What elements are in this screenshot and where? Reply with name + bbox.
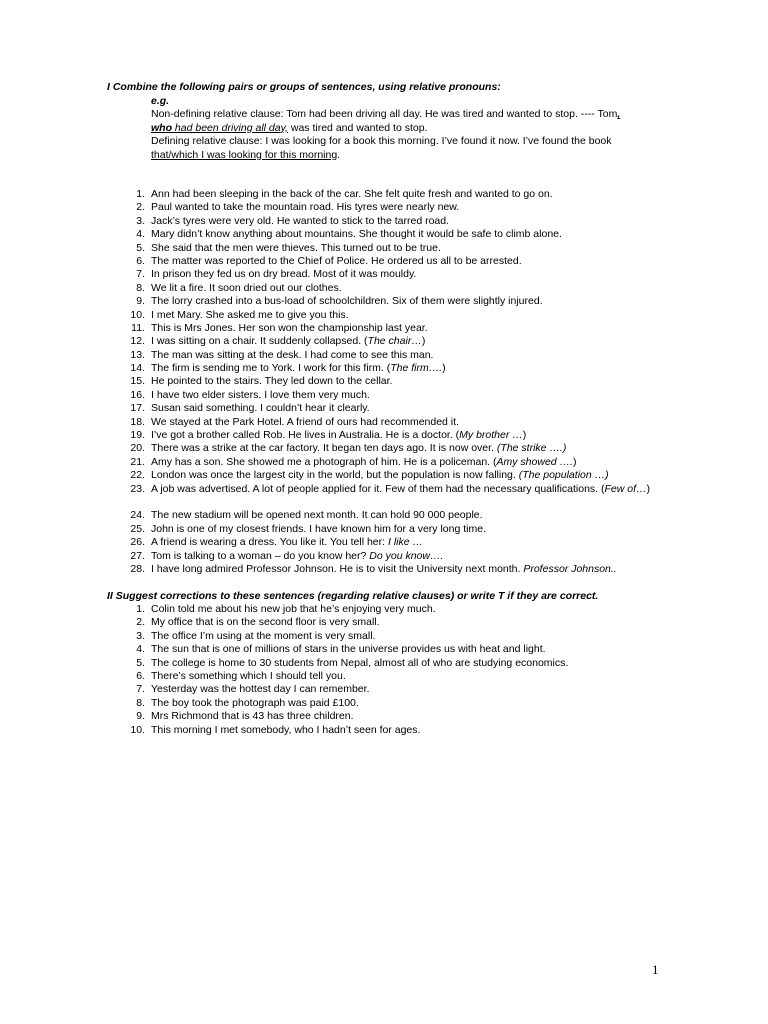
list-item [120,563,660,576]
item-closing: ) [522,429,527,442]
item-text [151,242,660,255]
item-number: 4. [136,643,145,656]
item-text [151,349,660,362]
item-sentence: Mrs Richmond that is 43 has three children. [151,710,354,723]
item-number: 26. [130,536,145,549]
list-item [120,683,660,696]
item-number: 5. [136,241,145,254]
item-text [151,322,660,335]
list-item [120,402,660,415]
item-number: 28. [130,562,145,575]
item-number: 10. [130,723,145,736]
item-number: 12. [130,335,145,348]
item-sentence: The man was sitting at the desk. I had come to see this man. [151,348,434,361]
item-number: 20. [130,442,145,455]
item-number: 8. [136,281,145,294]
example-nondefining-line1: Non-defining relative clause: Tom had been driving all day. He was tired and wanted to stop. ---- Tom, [151,108,621,121]
list-item [120,389,660,402]
item-text [151,309,660,322]
item-text [151,469,660,482]
item-sentence: A friend is wearing a dress. You like it. You tell her: [151,536,388,549]
list-item [120,456,660,469]
item-sentence: London was once the largest city in the world, but the population is now falling. [151,469,519,482]
item-sentence: She said that the men were thieves. This turned out to be true. [151,241,441,254]
example-defining-line2: that/which I was looking for this morning. [151,148,341,161]
item-sentence: I have two elder sisters. I love them very much. [151,388,370,401]
item-number: 23. [130,482,145,495]
item-number: 9. [136,710,145,723]
item-text [151,710,660,723]
list-item [120,550,660,563]
item-text [151,603,660,616]
item-hint: The firm…. [390,362,443,375]
item-number: 25. [130,522,145,535]
item-text [151,201,660,214]
item-text [151,643,660,656]
item-number: 3. [136,629,145,642]
item-sentence: Yesterday was the hottest day I can remember. [151,683,370,696]
item-text [151,375,660,388]
item-number: 6. [136,669,145,682]
item-hint: I like … [387,536,423,549]
list-item [120,697,660,710]
example-block [151,95,661,162]
item-text [151,483,660,496]
item-text [151,389,660,402]
item-number: 22. [130,469,145,482]
item-text [151,335,660,348]
item-text [151,697,660,710]
item-sentence: The firm is sending me to York. I work for this firm. ( [151,362,391,375]
item-text [151,215,660,228]
exercise-2-list [120,603,660,737]
item-sentence: Paul wanted to take the mountain road. His tyres were nearly new. [151,201,460,214]
item-sentence: I met Mary. She asked me to give you this. [151,308,349,321]
item-number: 6. [136,254,145,267]
item-sentence: I’ve got a brother called Rob. He lives in Australia. He is a doctor. ( [151,429,460,442]
section-2-title: II Suggest corrections to these sentences (regarding relative clauses) or write T if they are correct. [107,590,599,602]
item-number: 7. [136,268,145,281]
example-label: e.g. [151,95,170,107]
item-sentence: A job was advertised. A lot of people applied for it. Few of them had the necessary qualifications. ( [151,482,605,495]
item-number: 9. [136,295,145,308]
item-sentence: There’s something which I should tell you. [151,669,346,682]
item-text [151,228,660,241]
item-closing: ) [572,455,577,468]
item-sentence: The new stadium will be opened next month. It can hold 90 000 people. [151,509,483,522]
item-text [151,683,660,696]
item-text [151,456,660,469]
list-item [120,429,660,442]
item-number: 3. [136,214,145,227]
list-item [120,349,660,362]
item-number: 2. [136,616,145,629]
list-item [120,268,660,281]
item-closing: ) [442,362,446,375]
list-item [120,201,660,214]
item-text [151,255,660,268]
page-number: 1 [652,962,659,977]
list-item [120,442,660,455]
item-sentence: Jack’s tyres were very old. He wanted to stick to the tarred road. [151,214,450,227]
list-item [120,255,660,268]
item-sentence: We stayed at the Park Hotel. A friend of ours had recommended it. [151,415,459,428]
item-text [151,429,660,442]
item-number: 7. [136,683,145,696]
item-closing: ) [646,482,651,495]
list-item [120,523,660,536]
item-text [151,442,660,455]
list-item [120,335,660,348]
item-sentence: My office that is on the second floor is very small. [151,616,380,629]
item-sentence: I was sitting on a chair. It suddenly collapsed. ( [151,335,368,348]
item-sentence: Mary didn’t know anything about mountains. She thought it would be safe to climb alone. [151,228,562,241]
item-text [151,282,660,295]
list-item [120,483,660,510]
item-text [151,402,660,415]
item-number: 27. [130,549,145,562]
item-sentence: The lorry crashed into a bus-load of schoolchildren. Six of them were slightly injured. [151,295,543,308]
list-item [120,228,660,241]
list-item [120,295,660,308]
item-sentence: John is one of my closest friends. I have known him for a very long time. [151,522,486,535]
item-sentence: The college is home to 30 students from Nepal, almost all of who are studying economics. [151,656,569,669]
item-hint: The chair… [367,335,422,348]
example-defining-line1: Defining relative clause: I was looking for a book this morning. I’ve found it now. I’ve found the book [151,135,612,148]
item-sentence: The boy took the photograph was paid £100. [151,696,359,709]
item-number: 1. [136,603,145,615]
list-item [120,416,660,429]
item-sentence: Colin told me about his new job that he’s enjoying very much. [151,603,436,615]
item-number: 4. [136,228,145,241]
item-text [151,563,660,576]
item-text [151,670,660,683]
item-sentence: In prison they fed us on dry bread. Most of it was mouldy. [151,268,417,281]
item-hint: Amy showed …. [496,455,573,468]
list-item [120,362,660,375]
item-hint: Few of… [604,482,647,495]
list-item [120,643,660,656]
list-item [120,509,660,522]
item-number: 1. [136,188,145,200]
list-item [120,188,660,201]
list-item [120,630,660,643]
example-nondefining-line2: who had been driving all day, was tired and wanted to stop. [151,121,428,134]
item-text [151,657,660,670]
item-text [151,416,660,429]
item-sentence: Ann had been sleeping in the back of the car. She felt quite fresh and wanted to go on. [151,188,553,200]
item-text [151,616,660,629]
item-hint: Professor Johnson.. [523,562,617,575]
list-item [120,724,660,737]
list-item [120,282,660,295]
item-sentence: Tom is talking to a woman – do you know her? [151,549,370,562]
item-text [151,268,660,281]
item-sentence: I have long admired Professor Johnson. He is to visit the University next month. [151,562,524,575]
item-number: 18. [130,415,145,428]
list-item [120,710,660,723]
exercise-1-list [120,188,660,576]
item-sentence: Amy has a son. She showed me a photograph of him. He is a policeman. ( [151,455,497,468]
item-number: 16. [130,388,145,401]
item-number: 5. [136,656,145,669]
item-number: 19. [130,429,145,442]
item-text [151,362,660,375]
item-sentence: He pointed to the stairs. They led down to the cellar. [151,375,393,388]
section-1-title: I Combine the following pairs or groups of sentences, using relative pronouns: [107,81,501,93]
item-number: 17. [130,402,145,415]
item-text [151,509,660,522]
item-number: 2. [136,201,145,214]
item-number: 10. [130,308,145,321]
item-text [151,188,660,201]
list-item [120,322,660,335]
item-number: 8. [136,696,145,709]
list-item [120,670,660,683]
list-item [120,616,660,629]
item-sentence: The sun that is one of millions of stars in the universe provides us with heat and light. [151,643,546,656]
item-sentence: The office I’m using at the moment is very small. [151,629,376,642]
item-hint: My brother … [459,429,523,442]
item-sentence: We lit a fire. It soon dried out our clothes. [151,281,342,294]
list-item [120,309,660,322]
item-number: 14. [130,362,145,375]
item-text [151,523,660,536]
item-text [151,724,660,737]
item-sentence: Susan said something. I couldn’t hear it clearly. [151,402,370,415]
item-text [151,630,660,643]
item-sentence: This is Mrs Jones. Her son won the championship last year. [151,321,428,334]
list-item [120,375,660,388]
item-sentence: The matter was reported to the Chief of Police. He ordered us all to be arrested. [151,254,522,267]
item-hint: (The population …) [518,469,609,482]
item-hint: Do you know…. [369,549,444,562]
item-text [151,295,660,308]
list-item [120,603,660,616]
item-sentence: This morning I met somebody, who I hadn’t seen for ages. [151,723,421,736]
item-text [151,550,660,563]
list-item [120,242,660,255]
list-item [120,536,660,549]
list-item [120,657,660,670]
item-number: 21. [130,455,145,468]
item-text [151,536,660,549]
item-hint: (The strike ….) [496,442,567,455]
item-number: 24. [130,509,145,522]
item-number: 15. [130,375,145,388]
item-number: 11. [131,321,145,334]
list-item [120,469,660,482]
item-number: 13. [130,348,145,361]
item-closing: ) [421,335,426,348]
list-item [120,215,660,228]
item-sentence: There was a strike at the car factory. It began ten days ago. It is now over. [151,442,497,455]
